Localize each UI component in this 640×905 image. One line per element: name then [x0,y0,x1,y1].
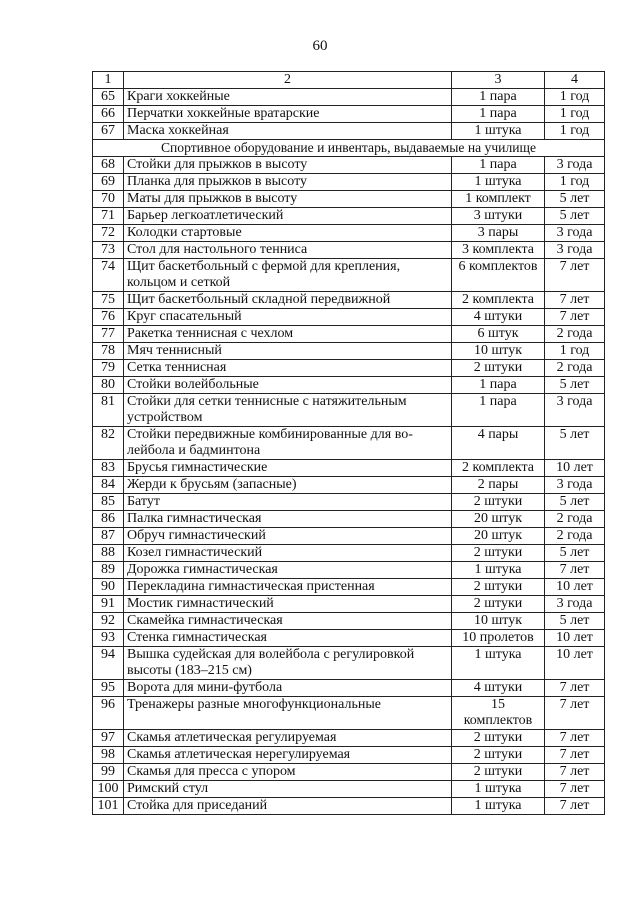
item-quantity: 2 штуки [452,747,545,764]
item-quantity: 1 штука [452,123,545,140]
item-term: 10 лет [545,630,605,647]
item-quantity: 1 штука [452,781,545,798]
table-row [93,579,605,596]
table-row [93,528,605,545]
item-quantity: 10 пролетов [452,630,545,647]
row-number: 70 [93,191,124,208]
row-number: 65 [93,89,124,106]
item-name: Планка для прыжков в высоту [124,174,452,191]
table-body-b [93,157,605,815]
table-row [93,680,605,697]
row-number: 66 [93,106,124,123]
item-term: 7 лет [545,798,605,815]
item-name: Обруч гимнастический [124,528,452,545]
item-quantity: 1 штука [452,798,545,815]
row-number: 68 [93,157,124,174]
row-number: 83 [93,460,124,477]
item-name: Жерди к брусьям (запасные) [124,477,452,494]
table-row [93,781,605,798]
table-row [93,292,605,309]
row-number: 79 [93,360,124,377]
item-quantity: 2 комплекта [452,292,545,309]
item-quantity: 1 пара [452,106,545,123]
item-name: Мяч теннисный [124,343,452,360]
item-term: 1 год [545,174,605,191]
item-name: Стойки для прыжков в высоту [124,157,452,174]
table-row [93,106,605,123]
item-term: 3 года [545,157,605,174]
table-row [93,730,605,747]
row-number: 69 [93,174,124,191]
item-name: Стол для настольного тенниса [124,242,452,259]
col-header-3: 3 [452,72,545,89]
row-number: 101 [93,798,124,815]
item-name: Барьер легкоатлетический [124,208,452,225]
item-quantity: 2 штуки [452,494,545,511]
item-quantity: 3 штуки [452,208,545,225]
row-number: 78 [93,343,124,360]
item-term: 5 лет [545,377,605,394]
col-header-1: 1 [93,72,124,89]
item-quantity: 15 комплектов [452,697,545,730]
item-name: Римский стул [124,781,452,798]
item-name: Скамья атлетическая регулируемая [124,730,452,747]
page-number: 60 [312,38,328,54]
item-name: Ракетка теннисная с чехлом [124,326,452,343]
table-row [93,613,605,630]
item-name: Козел гимнастический [124,545,452,562]
table-row [93,427,605,460]
item-name: Батут [124,494,452,511]
item-quantity: 6 штук [452,326,545,343]
table-row [93,477,605,494]
table-row [93,494,605,511]
item-name: Стойки для сетки теннисные с натяжительным устройством [124,394,452,427]
item-name: Палка гимнастическая [124,511,452,528]
item-term: 7 лет [545,730,605,747]
table-row [93,697,605,730]
row-number: 82 [93,427,124,460]
item-name: Маты для прыжков в высоту [124,191,452,208]
section-title: Спортивное оборудование и инвентарь, выдаваемые на училище [93,140,605,157]
item-quantity: 3 пары [452,225,545,242]
equipment-table [92,71,605,815]
item-name: Сетка теннисная [124,360,452,377]
item-term: 3 года [545,394,605,427]
table-row [93,460,605,477]
row-number: 90 [93,579,124,596]
section-row [93,140,605,157]
item-name: Дорожка гимнастическая [124,562,452,579]
item-term: 1 год [545,123,605,140]
col-header-2: 2 [124,72,452,89]
section-body [93,140,605,157]
item-term: 10 лет [545,579,605,596]
table-row [93,764,605,781]
item-quantity: 1 пара [452,157,545,174]
item-quantity: 10 штук [452,613,545,630]
item-quantity: 1 пара [452,394,545,427]
item-name: Перчатки хоккейные вратарские [124,106,452,123]
row-number: 89 [93,562,124,579]
item-term: 10 лет [545,647,605,680]
row-number: 73 [93,242,124,259]
row-number: 97 [93,730,124,747]
item-term: 7 лет [545,680,605,697]
item-name: Скамья атлетическая нерегулируемая [124,747,452,764]
item-name: Стойки волейбольные [124,377,452,394]
item-name: Брусья гимнастические [124,460,452,477]
table-row [93,191,605,208]
table-row [93,259,605,292]
item-name: Ворота для мини-футбола [124,680,452,697]
table-row [93,798,605,815]
table-row [93,157,605,174]
item-term: 2 года [545,360,605,377]
item-quantity: 6 комплектов [452,259,545,292]
item-quantity: 2 штуки [452,730,545,747]
item-term: 7 лет [545,747,605,764]
col-header-4: 4 [545,72,605,89]
item-term: 7 лет [545,309,605,326]
table-row [93,394,605,427]
item-quantity: 2 пары [452,477,545,494]
item-term: 1 год [545,343,605,360]
row-number: 87 [93,528,124,545]
item-term: 1 год [545,89,605,106]
item-quantity: 2 штуки [452,545,545,562]
item-quantity: 2 комплекта [452,460,545,477]
item-quantity: 20 штук [452,511,545,528]
table-row [93,174,605,191]
item-term: 5 лет [545,427,605,460]
row-number: 77 [93,326,124,343]
table-body-a [93,89,605,140]
table-row [93,747,605,764]
row-number: 98 [93,747,124,764]
item-term: 3 года [545,596,605,613]
row-number: 72 [93,225,124,242]
row-number: 92 [93,613,124,630]
table-row [93,562,605,579]
table-row [93,208,605,225]
item-quantity: 2 штуки [452,579,545,596]
item-name: Маска хоккейная [124,123,452,140]
item-term: 7 лет [545,292,605,309]
item-term: 5 лет [545,545,605,562]
table-row [93,377,605,394]
item-name: Стойка для приседаний [124,798,452,815]
row-number: 67 [93,123,124,140]
item-name: Скамейка гимнастическая [124,613,452,630]
item-name: Мостик гимнастический [124,596,452,613]
table-row [93,545,605,562]
item-quantity: 4 пары [452,427,545,460]
item-quantity: 1 комплект [452,191,545,208]
table-header-row [93,72,605,89]
table-row [93,225,605,242]
item-term: 2 года [545,528,605,545]
row-number: 100 [93,781,124,798]
item-quantity: 1 штука [452,174,545,191]
table-row [93,360,605,377]
table-row [93,309,605,326]
item-term: 7 лет [545,562,605,579]
row-number: 74 [93,259,124,292]
row-number: 71 [93,208,124,225]
table-row [93,89,605,106]
row-number: 84 [93,477,124,494]
item-term: 7 лет [545,781,605,798]
item-quantity: 1 пара [452,377,545,394]
item-name: Перекладина гимнастическая пристенная [124,579,452,596]
row-number: 95 [93,680,124,697]
item-quantity: 10 штук [452,343,545,360]
item-term: 2 года [545,511,605,528]
table-row [93,511,605,528]
item-name: Краги хоккейные [124,89,452,106]
row-number: 94 [93,647,124,680]
table-row [93,647,605,680]
item-term: 3 года [545,477,605,494]
item-term: 1 год [545,106,605,123]
row-number: 86 [93,511,124,528]
table-row [93,326,605,343]
row-number: 99 [93,764,124,781]
item-name: Вышка судейская для волейбола с регулировкой высоты (183–215 см) [124,647,452,680]
row-number: 85 [93,494,124,511]
row-number: 75 [93,292,124,309]
item-term: 5 лет [545,191,605,208]
item-quantity: 4 штуки [452,680,545,697]
item-term: 5 лет [545,613,605,630]
item-quantity: 3 комплекта [452,242,545,259]
table-row [93,242,605,259]
item-name: Скамья для пресса с упором [124,764,452,781]
item-term: 7 лет [545,697,605,730]
item-quantity: 1 штука [452,647,545,680]
item-term: 2 года [545,326,605,343]
table-row [93,123,605,140]
item-quantity: 2 штуки [452,596,545,613]
row-number: 93 [93,630,124,647]
item-name: Колодки стартовые [124,225,452,242]
item-term: 5 лет [545,494,605,511]
item-term: 3 года [545,242,605,259]
item-quantity: 20 штук [452,528,545,545]
item-name: Тренажеры разные многофункциональные [124,697,452,730]
row-number: 81 [93,394,124,427]
row-number: 91 [93,596,124,613]
item-quantity: 1 штука [452,562,545,579]
item-name: Круг спасательный [124,309,452,326]
table-row [93,630,605,647]
row-number: 76 [93,309,124,326]
row-number: 96 [93,697,124,730]
item-term: 7 лет [545,259,605,292]
row-number: 88 [93,545,124,562]
table-row [93,343,605,360]
item-term: 10 лет [545,460,605,477]
item-name: Щит баскетбольный складной передвижной [124,292,452,309]
item-name: Стенка гимнастическая [124,630,452,647]
item-term: 7 лет [545,764,605,781]
item-quantity: 1 пара [452,89,545,106]
table-row [93,596,605,613]
item-term: 5 лет [545,208,605,225]
item-term: 3 года [545,225,605,242]
item-name: Щит баскетбольный с фермой для крепления, кольцом и сеткой [124,259,452,292]
item-quantity: 2 штуки [452,360,545,377]
item-name: Стойки передвижные комбинированные для во-лейбола и бадминтона [124,427,452,460]
item-quantity: 4 штуки [452,309,545,326]
item-quantity: 2 штуки [452,764,545,781]
row-number: 80 [93,377,124,394]
